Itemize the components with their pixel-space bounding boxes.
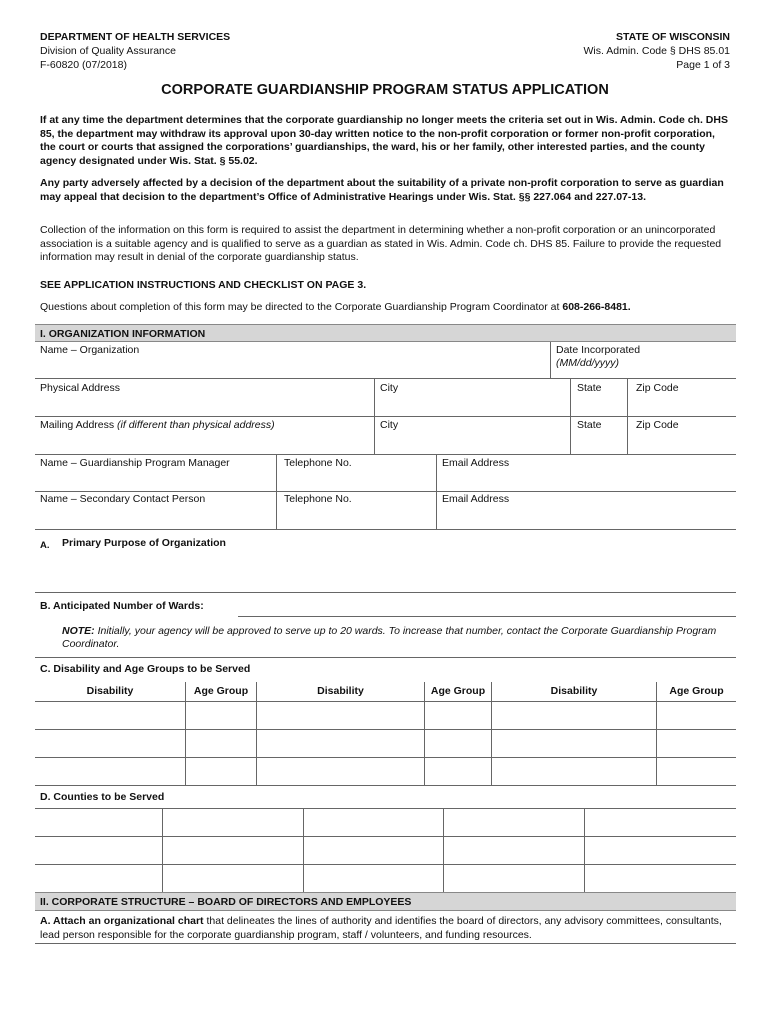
county-input[interactable] <box>585 865 736 892</box>
division-name: Division of Quality Assurance <box>40 45 176 57</box>
secondary-contact-label: Name – Secondary Contact Person <box>40 493 206 505</box>
item-a-letter: A. <box>40 540 50 551</box>
form-number: F-60820 (07/2018) <box>40 59 127 71</box>
disability-input[interactable] <box>257 702 424 729</box>
note-text: Initially, your agency will be approved to serve up to 20 wards. To increase that number, contact the Corporate Guardianship Program Coordinator. <box>62 625 717 650</box>
state-name: STATE OF WISCONSIN <box>616 31 730 43</box>
org-chart-instruction <box>40 915 730 942</box>
physical-city-field[interactable] <box>375 379 570 416</box>
divider <box>35 785 736 786</box>
anticipated-wards-label: B. Anticipated Number of Wards: <box>40 600 204 612</box>
county-input[interactable] <box>444 865 584 892</box>
divider <box>238 616 736 617</box>
physical-state-label: State <box>577 382 602 394</box>
divider <box>35 943 736 944</box>
program-manager-label: Name – Guardianship Program Manager <box>40 457 230 469</box>
col-disability-2: Disability <box>317 685 364 697</box>
divider <box>35 592 736 593</box>
physical-zip-label: Zip Code <box>636 382 679 394</box>
disability-input[interactable] <box>492 730 656 757</box>
counties-label: D. Counties to be Served <box>40 791 165 803</box>
secondary-email-label: Email Address <box>442 493 510 505</box>
dept-name: DEPARTMENT OF HEALTH SERVICES <box>40 31 231 43</box>
mailing-address-hint: (if different than physical address) <box>117 419 275 431</box>
age-group-input[interactable] <box>657 758 736 785</box>
age-group-input[interactable] <box>657 702 736 729</box>
county-input[interactable] <box>444 809 584 836</box>
disability-input[interactable] <box>35 758 185 785</box>
age-group-input[interactable] <box>425 758 491 785</box>
age-group-input[interactable] <box>657 730 736 757</box>
intro-paragraph-2: Any party adversely affected by a decision of the department about the suitability of a private non-profit corporation to serve as guardian may appeal that decision to the department’s Office of Administrative Hearings under Wis. Stat. §§ 227.064 and 227.07-13. <box>40 177 724 203</box>
age-group-input[interactable] <box>425 702 491 729</box>
county-input[interactable] <box>585 837 736 864</box>
county-input[interactable] <box>163 809 303 836</box>
intro-paragraph-3: Collection of the information on this form is required to assist the department in determining whether a non-profit corporation or an unincorporated association is a suitable agency and is qualified to serve as a guardian as stated in Wis. Admin. Code ch. DHS 85. Failure to provide the requested information may result in denial of the corporate guardianship status. <box>40 224 722 264</box>
divider <box>35 657 736 658</box>
section-2-heading: II. CORPORATE STRUCTURE – BOARD OF DIRECTORS AND EMPLOYEES <box>35 892 736 911</box>
disability-input[interactable] <box>492 702 656 729</box>
county-input[interactable] <box>585 809 736 836</box>
date-format-hint: (MM/dd/yyyy) <box>556 357 619 369</box>
org-chart-text: that delineates the lines of authority and identifies the board of directors, any advisory committees, consultants, lead person responsible for the corporate guardianship program, staff / volunteers, and funding resources. <box>40 915 722 941</box>
secondary-telephone-label: Telephone No. <box>284 493 352 505</box>
form-title: CORPORATE GUARDIANSHIP PROGRAM STATUS APPLICATION <box>161 82 609 98</box>
col-disability-1: Disability <box>86 685 134 697</box>
disability-input[interactable] <box>257 730 424 757</box>
date-incorporated-label: Date Incorporated <box>556 344 641 356</box>
county-input[interactable] <box>304 837 443 864</box>
questions-text: Questions about completion of this form may be directed to the Corporate Guardianship Program Coordinator at <box>40 301 563 313</box>
intro-paragraph-1: If at any time the department determines that the corporate guardianship no longer meets the criteria set out in Wis. Admin. Code ch. DHS 85, the department may withdraw its approval upon 30-day written notice to the non-profit corporation or former non-profit corporation, the court or courts that assigned the corporations’ guardianships, the ward, his or her family, other interested parties, and the county agency designated under Wis. Stat. § 55.02. <box>40 114 728 167</box>
manager-email-label: Email Address <box>442 457 510 469</box>
county-input[interactable] <box>304 809 443 836</box>
county-input[interactable] <box>444 837 584 864</box>
col-age-group-2: Age Group <box>430 685 486 697</box>
manager-telephone-label: Telephone No. <box>284 457 352 469</box>
section-1-heading: I. ORGANIZATION INFORMATION <box>35 324 736 342</box>
county-input[interactable] <box>163 837 303 864</box>
county-input[interactable] <box>35 809 162 836</box>
physical-city-label: City <box>380 382 399 394</box>
county-input[interactable] <box>35 837 162 864</box>
disability-input[interactable] <box>35 730 185 757</box>
age-group-input[interactable] <box>186 758 256 785</box>
county-input[interactable] <box>163 865 303 892</box>
mailing-city-label: City <box>380 419 399 431</box>
disability-input[interactable] <box>257 758 424 785</box>
col-age-group-1: Age Group <box>193 685 249 697</box>
age-group-input[interactable] <box>425 730 491 757</box>
org-name-label: Name – Organization <box>40 344 140 356</box>
header-right <box>584 30 730 72</box>
note-label: NOTE: <box>62 625 95 637</box>
admin-code: Wis. Admin. Code § DHS 85.01 <box>583 45 730 57</box>
county-input[interactable] <box>304 865 443 892</box>
coordinator-phone: 608-266-8481. <box>562 301 631 313</box>
header-left <box>40 30 230 72</box>
mailing-address-text: Mailing Address <box>40 419 118 431</box>
age-group-input[interactable] <box>186 730 256 757</box>
disability-input[interactable] <box>492 758 656 785</box>
county-input[interactable] <box>35 865 162 892</box>
mailing-state-label: State <box>577 419 602 431</box>
col-age-group-3: Age Group <box>669 685 724 697</box>
primary-purpose-label: Primary Purpose of Organization <box>62 537 226 549</box>
age-group-input[interactable] <box>186 702 256 729</box>
disability-input[interactable] <box>35 702 185 729</box>
disability-groups-label: C. Disability and Age Groups to be Served <box>40 663 251 675</box>
questions-paragraph <box>40 301 730 315</box>
physical-address-label: Physical Address <box>40 382 120 394</box>
mailing-zip-label: Zip Code <box>636 419 679 431</box>
page-number: Page 1 of 3 <box>676 59 730 71</box>
wards-note <box>62 625 732 651</box>
anticipated-wards-field[interactable] <box>238 596 736 616</box>
mailing-address-label <box>40 419 275 432</box>
mailing-city-field[interactable] <box>375 417 570 454</box>
org-chart-bold: A. Attach an organizational chart <box>40 915 204 927</box>
col-disability-3: Disability <box>550 685 598 697</box>
primary-purpose-field[interactable] <box>62 552 736 590</box>
instructions-note: SEE APPLICATION INSTRUCTIONS AND CHECKLIST ON PAGE 3. <box>40 279 367 291</box>
divider <box>35 529 736 530</box>
